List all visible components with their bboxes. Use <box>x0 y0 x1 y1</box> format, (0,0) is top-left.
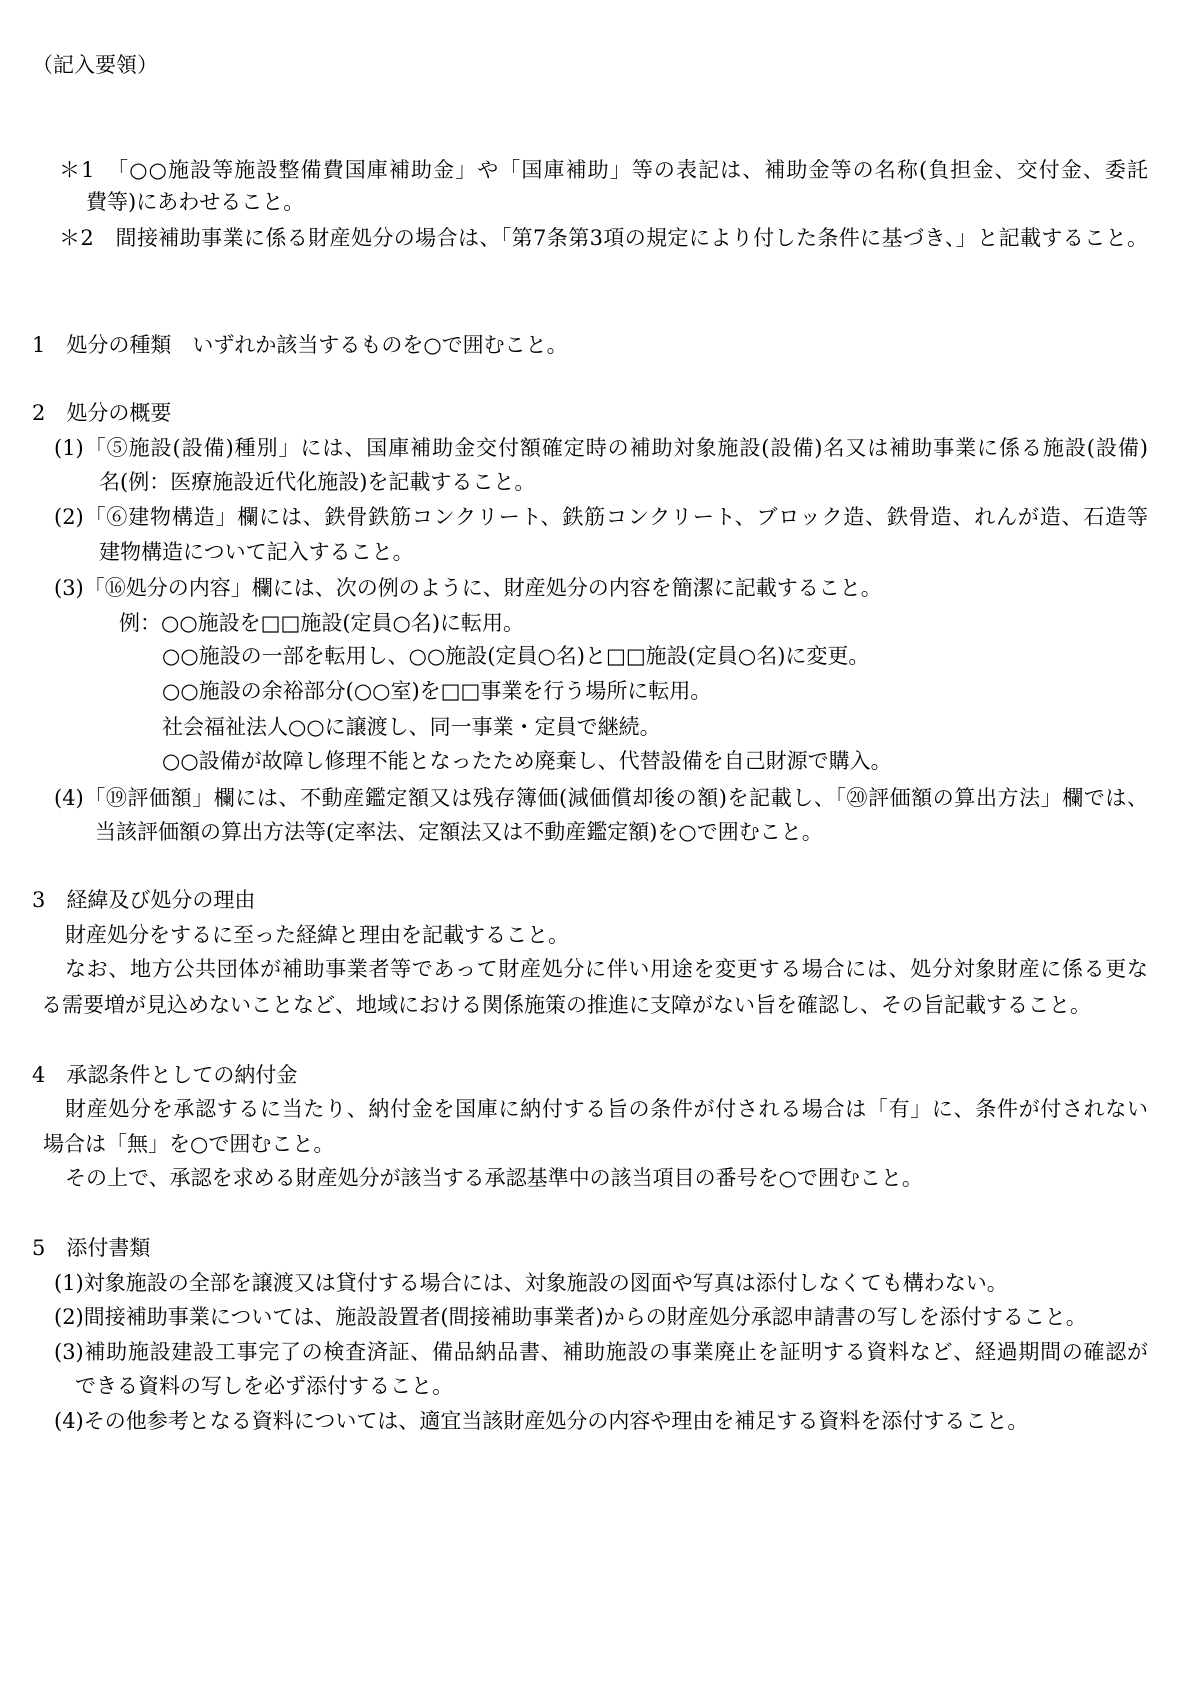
example-line: ○○施設の余裕部分(○○室)を□□事業を行う場所に転用。 <box>162 679 712 703</box>
section-5-line: (3)補助施設建設工事完了の検査済証、備品納品書、補助施設の事業廃止を証明する資料など、経過期間の確認が <box>54 1340 1148 1364</box>
section-5-line: (1)対象施設の全部を譲渡又は貸付する場合には、対象施設の図面や写真は添付しなくても構わない。 <box>54 1271 1008 1295</box>
header: （記入要領） <box>32 53 158 77</box>
note-1-cont: 費等)にあわせること。 <box>86 190 305 214</box>
section-3-line: る需要増が見込めないことなど、地域における関係施策の推進に支障がない旨を確認し、その旨記載すること。 <box>41 993 1091 1017</box>
section-2-line: (3)「⑯処分の内容」欄には、次の例のように、財産処分の内容を簡潔に記載すること。 <box>54 576 882 600</box>
section-2-line: (4)「⑲評価額」欄には、不動産鑑定額又は残存簿価(減価償却後の額)を記載し、「⑳評価額の算出方法」欄では、 <box>54 786 1148 810</box>
section-5-title: 5 添付書類 <box>32 1236 151 1260</box>
section-2-line: (2)「⑥建物構造」欄には、鉄骨鉄筋コンクリート、鉄筋コンクリート、ブロック造、鉄骨造、れんが造、石造等 <box>54 505 1148 529</box>
section-4-line: 場合は「無」を○で囲むこと。 <box>43 1132 335 1156</box>
example-line: ○○施設の一部を転用し、○○施設(定員○名)と□□施設(定員○名)に変更。 <box>162 644 870 668</box>
section-5-line: できる資料の写しを必ず添付すること。 <box>75 1374 453 1398</box>
example-line: ○○設備が故障し修理不能となったため廃棄し、代替設備を自己財源で購入。 <box>162 749 892 773</box>
note-1: ＊1 「○○施設等施設整備費国庫補助金」や「国庫補助」等の表記は、補助金等の名称(負担金、交付金、委託 <box>59 158 1148 182</box>
section-5-line: (2)間接補助事業については、施設設置者(間接補助事業者)からの財産処分承認申請書の写しを添付すること。 <box>54 1305 1087 1329</box>
section-5-line: (4)その他参考となる資料については、適宜当該財産処分の内容や理由を補足する資料を添付すること。 <box>54 1409 1029 1433</box>
section-1: 1 処分の種類 いずれか該当するものを○で囲むこと。 <box>32 333 568 357</box>
section-4-line: 財産処分を承認するに当たり、納付金を国庫に納付する旨の条件が付される場合は「有」に、条件が付されない <box>65 1097 1148 1121</box>
section-2-title: 2 処分の概要 <box>32 401 172 425</box>
section-4-title: 4 承認条件としての納付金 <box>32 1063 298 1087</box>
section-2-line: 当該評価額の算出方法等(定率法、定額法又は不動産鑑定額)を○で囲むこと。 <box>95 820 823 844</box>
example-line: 社会福祉法人○○に譲渡し、同一事業・定員で継続。 <box>162 715 661 739</box>
note-2: ＊2 間接補助事業に係る財産処分の場合は、「第7条第3項の規定により付した条件に基づき、」と記載すること。 <box>59 226 1148 250</box>
section-3-line: なお、地方公共団体が補助事業者等であって財産処分に伴い用途を変更する場合には、処分対象財産に係る更な <box>65 957 1148 981</box>
section-2-line: 建物構造について記入すること。 <box>99 540 414 564</box>
section-2-line: 名(例：医療施設近代化施設)を記載すること。 <box>99 470 536 494</box>
section-3-title: 3 経緯及び処分の理由 <box>32 888 256 912</box>
section-2-line: (1)「⑤施設(設備)種別」には、国庫補助金交付額確定時の補助対象施設(設備)名又は補助事業に係る施設(設備) <box>54 436 1148 460</box>
example-line: 例：○○施設を□□施設(定員○名)に転用。 <box>119 611 525 635</box>
section-3-line: 財産処分をするに至った経緯と理由を記載すること。 <box>65 923 569 947</box>
section-4-line: その上で、承認を求める財産処分が該当する承認基準中の該当項目の番号を○で囲むこと。 <box>65 1166 923 1190</box>
